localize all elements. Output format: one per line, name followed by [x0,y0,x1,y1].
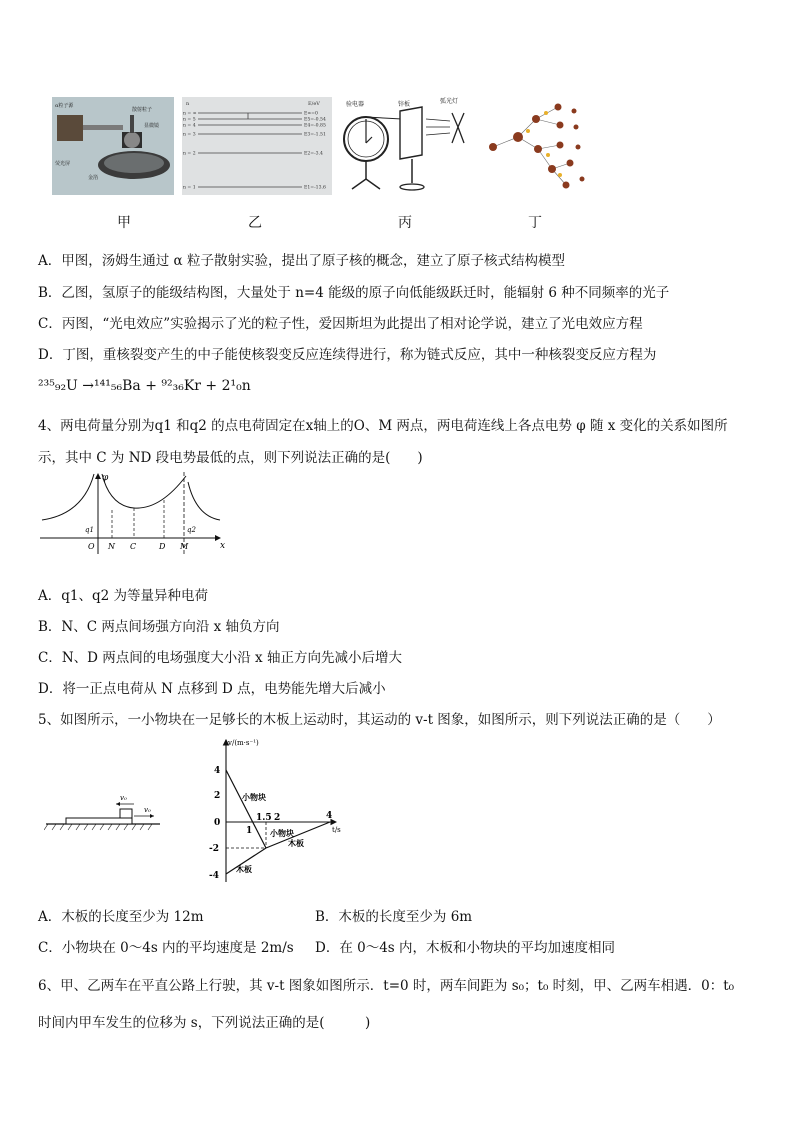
q3-option-b-text: 乙图，氢原子的能级结构图，大量处于 n=4 能级的原子向低能级跃迁时，能辐射 6 种不同频率的光子 [61,285,670,301]
q4-point-n: N [108,542,115,551]
q5-ytick-0: 0 [214,818,221,828]
q6-stem-line2: 时间内甲车发生的位移为 s，下列说法正确的是( ) [38,1015,371,1031]
jia-label-source: α粒子源 [55,103,74,109]
q5-option-c [38,936,294,956]
yi-level-e5: E5=-0.54 [304,117,326,123]
figure-ding-chain-reaction [478,97,588,195]
q3-option-a-letter: A． [38,253,62,269]
q5-label-block-upper: 小物块 [242,792,266,802]
q5-ytick-neg2: -2 [209,844,219,854]
q4-option-c-text: N、D 两点间的电场强度大小沿 x 轴正方向先减小后增大 [61,650,402,666]
figure-yi-energy-levels [182,97,332,195]
q5-ytick-neg4: -4 [209,871,219,881]
bing-label-electroscope: 验电器 [346,101,365,108]
q5-axis-v: v/(m·s⁻¹) [228,739,259,747]
caption-ding: 丁 [528,215,542,231]
q5-xtick-2: 2 [274,813,281,823]
q4-option-a-text: q1、q2 为等量异种电荷 [61,588,209,604]
q4-option-b-text: N、C 两点间场强方向沿 x 轴负方向 [61,619,280,635]
q4-option-b-letter: B． [38,619,62,635]
q3-option-c-text: 丙图，“光电效应”实验揭示了光的粒子性，爱因斯坦为此提出了相对论学说，建立了光电效应方程 [61,316,643,332]
q4-option-d [38,677,386,697]
q5-option-a-text: 木板的长度至少为 12m [61,909,204,925]
q5-option-c-letter: C． [38,940,62,956]
bing-label-zinc: 锌板 [398,101,411,108]
q4-option-b [38,615,280,635]
q4-potential-graph [38,470,228,556]
q5-stem: 5、如图所示，一小物块在一足够长的木板上运动时，其运动的 v-t 图象，如图所示，则下列说法正确的是（ ） [38,712,721,728]
q4-charge-q1: q1 [85,526,94,534]
q5-option-b-text: 木板的长度至少为 6m [338,909,473,925]
q5-xtick-1: 1 [246,826,253,836]
q3-option-d-text: 丁图，重核裂变产生的中子能使核裂变反应连续得进行，称为链式反应，其中一种核裂变反应方程为 [62,347,657,363]
q3-option-a-text: 甲图，汤姆生通过 α 粒子散射实验，提出了原子核的概念，建立了原子核式结构模型 [61,253,565,269]
q5-option-d-text: 在 0～4s 内，木板和小物块的平均加速度相同 [339,940,616,956]
q3-option-c-letter: C． [38,316,62,332]
figure-bing-photoelectric [340,97,470,195]
bing-label-lamp: 弧光灯 [440,98,459,105]
yi-level-e2: E2=-3.4 [304,151,323,157]
caption-bing: 丙 [398,215,412,231]
yi-level-e-inf: E∞=0 [304,111,318,117]
q4-axis-phi: φ [102,473,109,483]
q5-axis-t: t/s [332,826,341,834]
jia-label-foil: 金箔 [88,175,99,181]
q4-point-m: M [180,542,189,551]
q4-option-c-letter: C． [38,650,62,666]
q5-option-a-letter: A． [38,909,62,925]
q4-option-a-letter: A． [38,588,62,604]
q5-option-c-text: 小物块在 0～4s 内的平均速度是 2m/s [61,940,294,956]
q5-ytick-2: 2 [214,791,221,801]
q5-label-board-bottom: 木板 [236,864,252,874]
q4-option-c [38,646,402,666]
yi-level-n-inf: n = ∞ [183,111,197,117]
yi-level-n2: n = 2 [183,151,196,157]
figure-jia [52,97,174,195]
yi-level-n3: n = 3 [183,132,196,138]
jia-label-microscope: 显微镜 [144,123,160,129]
q4-stem-line1: 4、两电荷量分别为q1 和q2 的点电荷固定在x轴上的O、M 两点，两电荷连线上各点电势 φ 随 x 变化的关系如图所 [38,418,728,434]
q5-option-d-letter: D． [315,940,340,956]
yi-header: E/eV [308,101,320,107]
yi-level-e4: E4=-0.85 [304,123,326,129]
q5-xtick-1-5: 1.5 [256,813,272,823]
q4-point-o: O [88,542,95,551]
q5-xtick-4: 4 [326,811,333,821]
q6-stem-line1: 6、甲、乙两车在平直公路上行驶，其 v-t 图象如图所示．t=0 时，两车间距为 s₀；t₀ 时刻，甲、乙两车相遇．0：t₀ [38,978,735,994]
q3-option-d-letter: D． [38,347,63,363]
caption-jia: 甲 [117,215,131,231]
svg-text:n: n [186,101,190,107]
q4-option-d-text: 将一正点电荷从 N 点移到 D 点，电势能先增大后减小 [62,681,386,697]
q3-option-b-letter: B． [38,285,62,301]
q5-label-board-lower-right: 木板 [288,838,304,848]
q5-option-b [315,905,472,925]
jia-label-scatter: 散射粒子 [132,107,153,113]
q4-option-d-letter: D． [38,681,63,697]
yi-level-n5: n = 5 [183,117,196,123]
yi-level-n1: n = 1 [183,185,196,191]
q4-charge-q2: q2 [187,526,196,534]
q4-option-a [38,584,208,604]
q5-option-d [315,936,615,956]
q4-stem-line2: 示，其中 C 为 ND 段电势最低的点，则下列说法正确的是( ) [38,450,423,466]
q3-option-c [38,312,643,332]
q4-axis-x: x [220,541,226,551]
q5-label-block-lower: 小物块 [270,828,294,838]
q4-point-c: C [130,542,137,551]
jia-label-screen: 荧光屏 [55,161,71,167]
q3-option-d [38,343,656,363]
q5-option-a [38,905,204,925]
yi-level-e1: E1=-13.6 [304,185,326,191]
q5-option-b-letter: B． [315,909,339,925]
q3-option-b [38,281,669,301]
yi-level-e3: E3=-1.51 [304,132,326,138]
yi-level-n4: n = 4 [183,123,196,129]
q5-block-on-board-figure [44,790,164,840]
q4-point-d: D [159,542,166,551]
q5-ytick-4: 4 [214,766,221,776]
q5-vt-graph [206,736,356,886]
q3-option-a [38,249,565,269]
q5-block-v0-right: v₀ [144,806,151,814]
q5-block-v0-left: v₀ [120,794,127,802]
caption-yi: 乙 [248,215,262,231]
q3-fission-equation: ²³⁵₉₂U →¹⁴¹₅₆Ba + ⁹²₃₆Kr + 2¹₀n [38,378,251,394]
